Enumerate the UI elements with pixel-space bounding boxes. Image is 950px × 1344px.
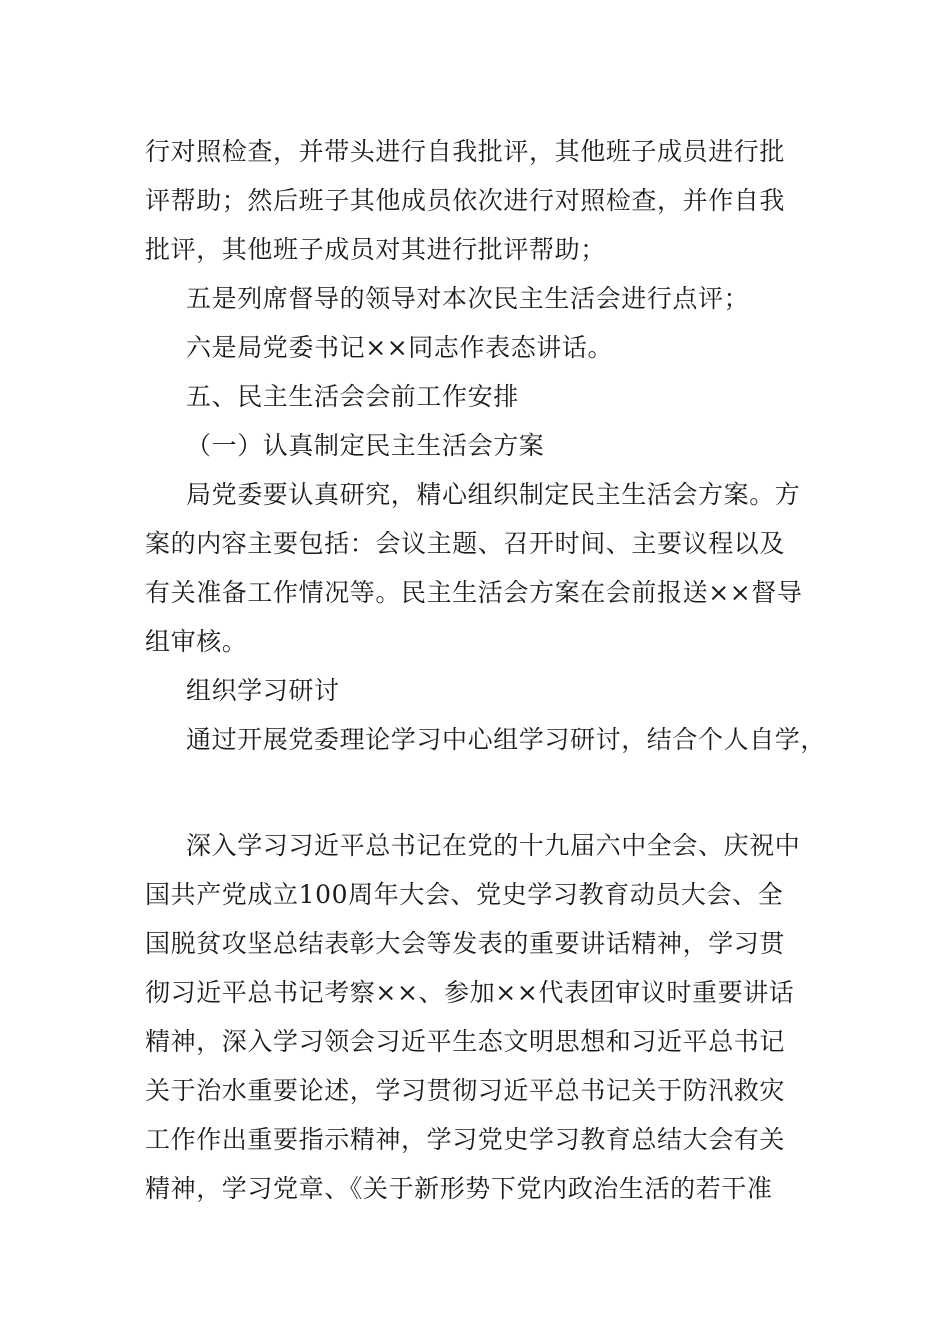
text-line: 国脱贫攻坚总结表彰大会等发表的重要讲话精神，学习贯 [145,929,786,958]
text-line: 深入学习习近平总书记在党的十九届六中全会、庆祝中 [186,831,801,860]
text-line: 彻习近平总书记考察××、参加××代表团审议时重要讲话 [145,978,795,1007]
text-line: 行对照检查，并带头进行自我批评，其他班子成员进行批 [145,137,786,166]
subsection-heading: 组织学习研讨 [186,676,340,705]
subsection-heading: （一）认真制定民主生活会方案 [186,431,545,460]
text-line: 工作作出重要指示精神，学习党史学习教育总结大会有关 [145,1125,786,1154]
text-line: 组审核。 [145,627,248,656]
text-line: 有关准备工作情况等。民主生活会方案在会前报送××督导 [145,578,803,607]
text-line: 国共产党成立100周年大会、党史学习教育动员大会、全 [145,880,784,909]
text-line: 局党委要认真研究，精心组织制定民主生活会方案。方 [186,480,801,509]
text-line: 五是列席督导的领导对本次民主生活会进行点评； [186,284,750,313]
text-line: 精神，深入学习领会习近平生态文明思想和习近平总书记 [145,1027,786,1056]
text-line: 精神，学习党章、《关于新形势下党内政治生活的若干准 [145,1174,773,1203]
text-line: 批评，其他班子成员对其进行批评帮助； [145,235,606,264]
section-heading: 五、民主生活会会前工作安排 [186,382,519,411]
text-line: 通过开展党委理论学习中心组学习研讨，结合个人自学， [186,725,827,754]
text-line: 评帮助；然后班子其他成员依次进行对照检查，并作自我 [145,186,786,215]
text-line: 六是局党委书记××同志作表态讲话。 [186,333,614,362]
text-line: 关于治水重要论述，学习贯彻习近平总书记关于防汛救灾 [145,1076,786,1105]
text-line: 案的内容主要包括：会议主题、召开时间、主要议程以及 [145,529,786,558]
